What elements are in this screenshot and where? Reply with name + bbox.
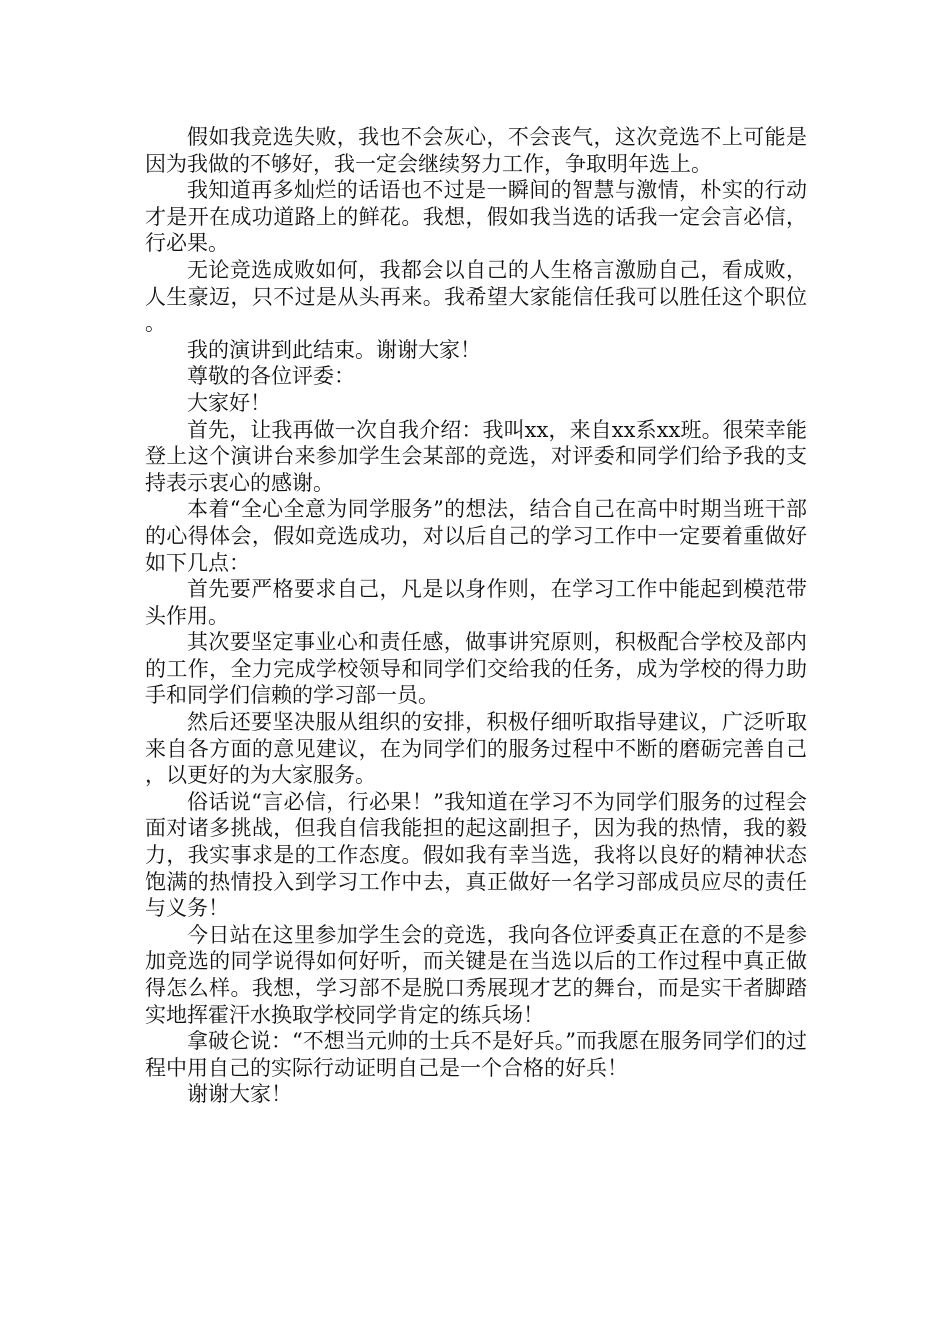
paragraph-11: 然后还要坚决服从组织的安排，积极仔细听取指导建议，广泛听取来自各方面的意见建议，在为同学们的服务过程中不断的磨砺完善自己，以更好的为大家服务。 [145, 710, 807, 788]
paragraph-2: 我知道再多灿烂的话语也不过是一瞬间的智慧与激情，朴实的行动才是开在成功道路上的鲜花。我想，假如我当选的话我一定会言必信，行必果。 [145, 178, 807, 256]
paragraph-14: 拿破仑说：“不想当元帅的士兵不是好兵。”而我愿在服务同学们的过程中用自己的实际行动证明自己是一个合格的好兵！ [145, 1029, 807, 1080]
paragraph-4: 我的演讲到此结束。谢谢大家！ [187, 337, 481, 362]
salutation: 尊敬的各位评委： [187, 364, 355, 389]
document-body [145, 124, 807, 1108]
paragraph-12: 俗话说“言必信，行必果！”我知道在学习不为同学们服务的过程会面对诸多挑战，但我自信我能担的起这副担子，因为我的热情，我的毅力，我实事求是的工作态度。假如我有幸当选，我将以良好的精神状态饱满的热情投入到学习工作中去，真正做好一名学习部成员应尽的责任与义务！ [145, 789, 807, 921]
paragraph-8: 本着“全心全意为同学服务”的想法，结合自己在高中时期当班干部的心得体会，假如竞选成功，对以后自己的学习工作中一定要着重做好如下几点： [145, 497, 807, 575]
closing-thanks: 谢谢大家！ [187, 1082, 292, 1107]
paragraph-3: 无论竞选成败如何，我都会以自己的人生格言激励自己，看成败，人生豪迈，只不过是从头再来。我希望大家能信任我可以胜任这个职位。 [145, 257, 807, 336]
paragraph-9: 首先要严格要求自己，凡是以身作则，在学习工作中能起到模范带头作用。 [145, 577, 807, 628]
paragraph-13: 今日站在这里参加学生会的竞选，我向各位评委真正在意的不是参加竞选的同学说得如何好听，而关键是在当选以后的工作过程中真正做得怎么样。我想，学习部不是脱口秀展现才艺的舞台，而是实干者脚踏实地挥霍汗水换取学校同学肯定的练兵场！ [145, 922, 807, 1027]
paragraph-1: 假如我竞选失败，我也不会灰心，不会丧气，这次竞选不上可能是因为我做的不够好，我一定会继续努力工作，争取明年选上。 [145, 125, 807, 176]
paragraph-7: 首先，让我再做一次自我介绍：我叫xx，来自xx系xx班。很荣幸能登上这个演讲台来参加学生会某部的竞选，对评委和同学们给予我的支持表示衷心的感谢。 [145, 417, 807, 495]
greeting: 大家好！ [187, 390, 271, 415]
paragraph-10: 其次要坚定事业心和责任感，做事讲究原则，积极配合学校及部内的工作，全力完成学校领导和同学们交给我的任务，成为学校的得力助手和同学们信赖的学习部一员。 [145, 630, 807, 708]
